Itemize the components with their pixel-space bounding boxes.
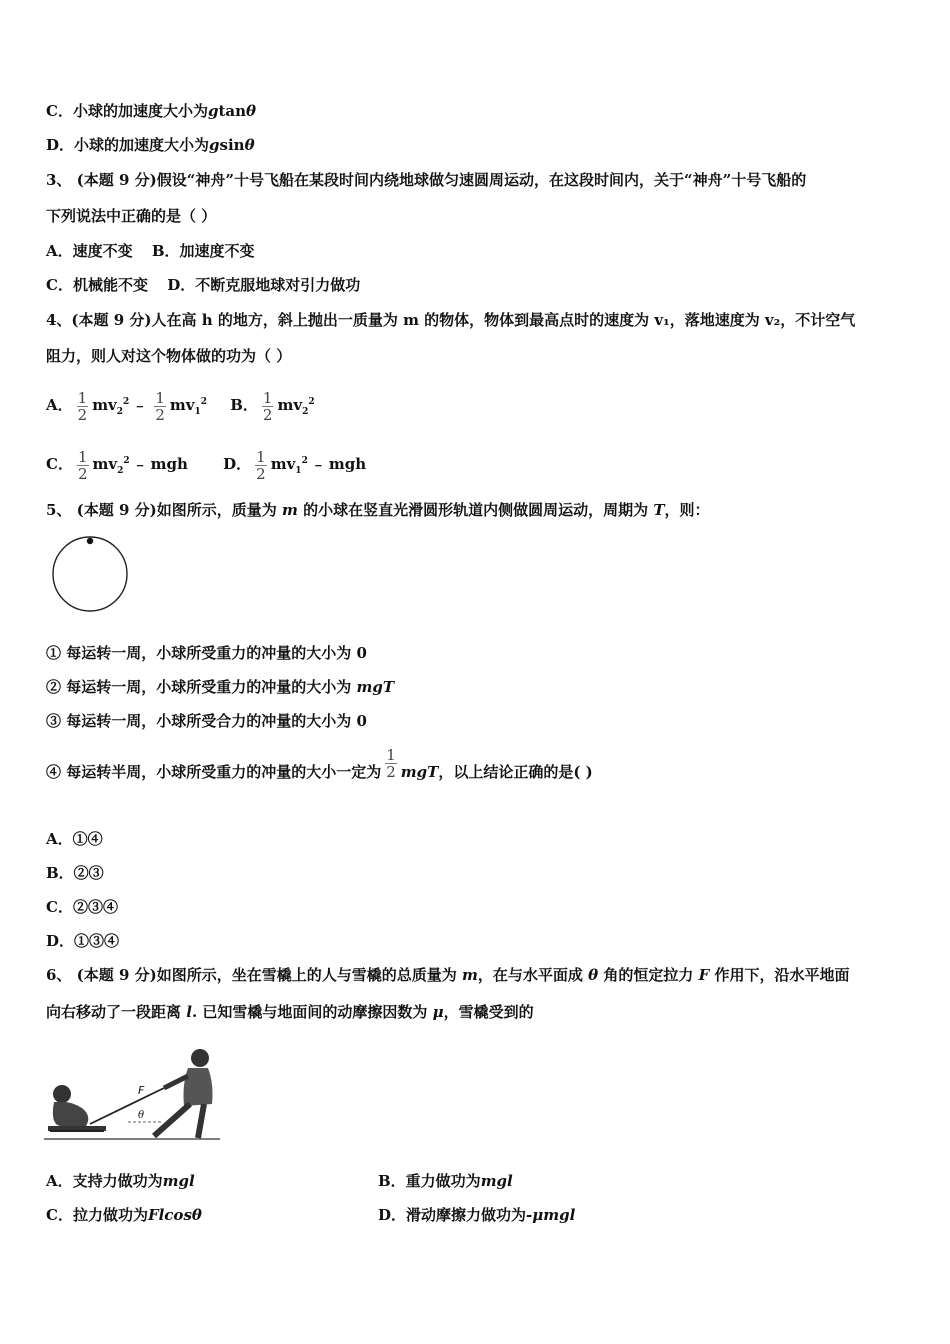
child-head <box>53 1085 71 1103</box>
fraction-half: $\frac{1}{2}$ <box>77 388 88 424</box>
adult-coat <box>184 1068 213 1106</box>
q3-options-cd <box>46 275 360 295</box>
q5-option-a: A．①④ <box>46 830 103 848</box>
q3-option-d: D．不断克服地球对引力做功 <box>167 276 361 294</box>
q3-stem-line2: 下列说法中正确的是（ ） <box>46 207 217 225</box>
q2-option-d: D．小球的加速度大小为gsinθ <box>46 136 255 154</box>
fraction-half: $\frac{1}{2}$ <box>77 447 88 483</box>
q5-statement-4: ④ 每运转半周，小球所受重力的冲量的大小一定为 $\frac{1}{2}$ mgT，以上结论正确的是( ) <box>46 745 593 781</box>
q4-option-d: D． $\frac{1}{2}$ $mv_1^2$ ﹣ mgh <box>223 447 367 483</box>
q2-option-c: C．小球的加速度大小为gtanθ <box>46 102 257 120</box>
force-label: F <box>138 1084 145 1097</box>
q4-option-a: A． $\frac{1}{2}$ $mv_2^2$ ﹣ $\frac{1}{2}$ $mv_1^2$ <box>46 388 207 424</box>
q5-statement-1: ① 每运转一周，小球所受重力的冲量的大小为 0 <box>46 644 367 662</box>
q6-option-b: B．重力做功为mgl <box>378 1172 513 1190</box>
q3-option-c: C．机械能不变 <box>46 276 148 294</box>
circular-track-figure <box>48 534 132 614</box>
q3-stem-line1: 3、 (本题 9 分)假设“神舟”十号飞船在某段时间内绕地球做匀速圆周运动，在这段时间内，关于“神舟”十号飞船的 <box>46 171 807 189</box>
q5-statement-3: ③ 每运转一周，小球所受合力的冲量的大小为 0 <box>46 712 367 730</box>
q5-option-d: D．①③④ <box>46 932 120 950</box>
q4-option-b: B． $\frac{1}{2}$ $mv_2^2$ <box>230 388 315 424</box>
q6-option-a: A．支持力做功为mgl <box>46 1172 195 1190</box>
angle-label: θ <box>138 1110 145 1121</box>
sled-figure <box>42 1044 222 1144</box>
q6-stem-line1: 6、 (本题 9 分)如图所示，坐在雪橇上的人与雪橇的总质量为 m，在与水平面成 θ 角的恒定拉力 F 作用下，沿水平地面 <box>46 966 850 984</box>
adult-leg-back <box>154 1104 190 1136</box>
fraction-half: $\frac{1}{2}$ <box>262 388 273 424</box>
q5-option-b: B．②③ <box>46 864 104 882</box>
q4-stem-line1: 4、(本题 9 分)人在高 h 的地方，斜上抛出一质量为 m 的物体，物体到最高点时的速度为 v₁，落地速度为 v₂，不计空气 <box>46 311 856 329</box>
q6-stem-line2: 向右移动了一段距离 l. 已知雪橇与地面间的动摩擦因数为 μ，雪橇受到的 <box>46 1003 534 1021</box>
child-body <box>53 1102 88 1126</box>
q6-option-d: D．滑动摩擦力做功为-μmgl <box>378 1206 576 1224</box>
q4-options-cd <box>46 443 366 489</box>
fraction-half: $\frac{1}{2}$ <box>256 447 266 483</box>
q6-option-c: C．拉力做功为Flcosθ <box>46 1206 202 1224</box>
fraction-half: $\frac{1}{2}$ <box>155 388 165 424</box>
q3-options-ab <box>46 241 255 261</box>
q5-stem: 5、 (本题 9 分)如图所示，质量为 m 的小球在竖直光滑圆形轨道内侧做圆周运动，周期为 T，则： <box>46 501 710 519</box>
circular-track <box>53 537 127 611</box>
adult-leg-front <box>198 1104 204 1138</box>
ball <box>87 538 93 544</box>
rope-line <box>90 1088 164 1124</box>
q5-option-c: C．②③④ <box>46 898 118 916</box>
q4-option-c: C． $\frac{1}{2}$ $mv_2^2$ ﹣ mgh <box>46 447 188 483</box>
q5-statement-2: ② 每运转一周，小球所受重力的冲量的大小为 mgT <box>46 678 394 696</box>
adult-head <box>191 1049 209 1067</box>
q3-option-b: B．加速度不变 <box>151 242 255 260</box>
q4-options-ab <box>46 384 315 430</box>
fraction-half: $\frac{1}{2}$ <box>386 745 396 781</box>
q4-stem-line2: 阻力，则人对这个物体做的功为（ ） <box>46 347 292 365</box>
q3-option-a: A．速度不变 <box>46 242 133 260</box>
